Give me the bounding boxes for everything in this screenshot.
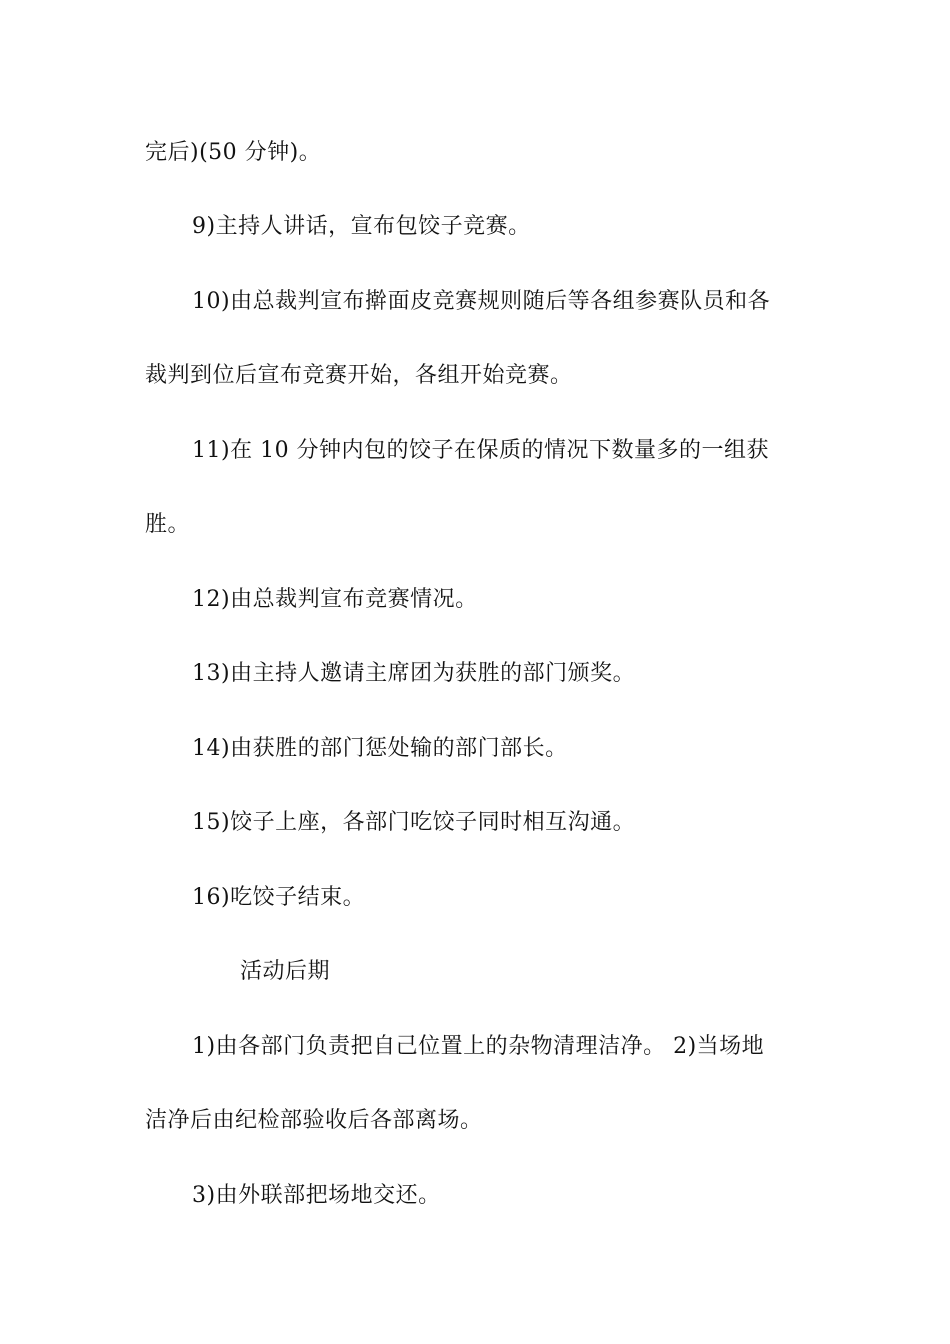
text-line-1: 完后)(50 分钟)。 — [145, 140, 322, 165]
text-line-13: 1)由各部门负责把自己位置上的杂物清理洁净。 2)当场地 — [192, 1034, 765, 1059]
text-line-5: 11)在 10 分钟内包的饺子在保质的情况下数量多的一组获 — [192, 438, 770, 463]
text-line-4: 裁判到位后宣布竞赛开始，各组开始竞赛。 — [145, 363, 573, 388]
text-line-8: 13)由主持人邀请主席团为获胜的部门颁奖。 — [192, 661, 636, 686]
text-line-10: 15)饺子上座，各部门吃饺子同时相互沟通。 — [192, 810, 636, 835]
text-line-9: 14)由获胜的部门惩处输的部门部长。 — [192, 736, 568, 761]
text-line-3: 10)由总裁判宣布擀面皮竞赛规则随后等各组参赛队员和各 — [192, 289, 771, 314]
text-line-6: 胜。 — [145, 512, 191, 537]
text-line-11: 16)吃饺子结束。 — [192, 885, 366, 910]
text-line-14: 洁净后由纪检部验收后各部离场。 — [145, 1108, 483, 1133]
section-heading: 活动后期 — [240, 959, 331, 984]
text-line-2: 9)主持人讲话，宣布包饺子竞赛。 — [192, 214, 531, 239]
text-line-7: 12)由总裁判宣布竞赛情况。 — [192, 587, 478, 612]
text-line-15: 3)由外联部把场地交还。 — [192, 1183, 441, 1208]
